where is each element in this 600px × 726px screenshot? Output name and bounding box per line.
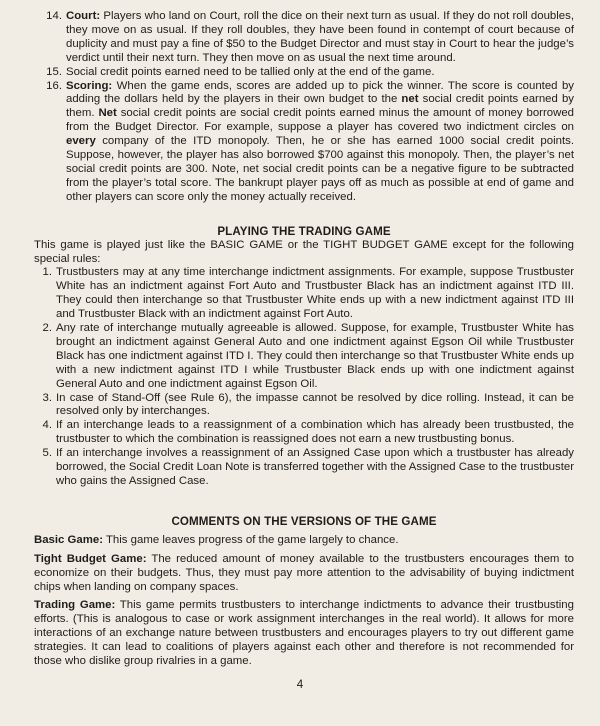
comment-text: The reduced amount of money available to the trustbusters encourages them to economize on their budgets. Thus, they must pay more attention to the advisability of buying indictment chips when landing on company spaces. [34, 552, 574, 593]
comment-term: Trading Game: [34, 599, 116, 612]
rule-number: 1. [42, 266, 52, 279]
rule-text: Social credit points earned need to be tallied only at the end of the game. [66, 65, 435, 78]
rule-16 [34, 80, 574, 205]
rule-text: If an interchange leads to a reassignment of a combination which has already been trustbusted, the trustbuster to which the combination is reassigned does not earn a new trustbusting bonus. [56, 419, 574, 446]
trading-game-section [34, 225, 574, 489]
rule-text-e: social credit points are social credit points earned minus the amount of money borrowed from the Budget Director. For example, suppose a player has covered two indictment circles on [66, 107, 574, 134]
rule-text-g: company of the ITD monopoly. Then, he or she has earned 1000 social credit points. Suppose, however, the player has also borrowed $700 against this monopoly. Then, the player’s net social credit points are 300. Note, net social credit points can be a negative figure to be subtracted from the player’s total score. The bankrupt player pays off as much as possible at end of game and other players can score only the money actually received. [66, 135, 574, 203]
trading-rule [34, 447, 574, 489]
rule-text: In case of Stand-Off (see Rule 6), the impasse cannot be resolved by dice rolling. Instead, it can be resolved only by interchanges. [56, 391, 574, 418]
comment-tight-budget [34, 553, 574, 595]
rule-emph-net: net [401, 93, 419, 106]
trading-rule [34, 266, 574, 322]
page-number: 4 [296, 678, 304, 691]
trading-rule [34, 322, 574, 392]
comment-trading [34, 599, 574, 669]
rule-number: 16. [46, 79, 62, 92]
comment-text: This game leaves progress of the game largely to chance. [103, 533, 399, 546]
comment-term: Tight Budget Game: [34, 552, 147, 565]
trading-rule [34, 419, 574, 447]
trading-rule [34, 392, 574, 420]
comment-basic [34, 534, 574, 548]
rule-number: 5. [42, 447, 52, 460]
rule-term: Court: [66, 10, 101, 22]
rule-14 [34, 10, 574, 66]
scoring-rules-list [34, 10, 574, 205]
trading-rules-list [34, 266, 574, 489]
rule-number: 4. [42, 419, 52, 432]
trading-intro: This game is played just like the BASIC GAME or the TIGHT BUDGET GAME except for the following special rules: [34, 238, 574, 265]
comment-term: Basic Game: [34, 533, 104, 546]
comments-heading: COMMENTS ON THE VERSIONS OF THE GAME [171, 514, 437, 528]
trading-heading: PLAYING THE TRADING GAME [217, 224, 391, 238]
rule-text-c: social credit points earned by them. [66, 93, 574, 120]
rule-text: Players who land on Court, roll the dice on their next turn as usual. If they do not roll doubles, they move on as usual. If they roll doubles, they have been found in contempt of court because of duplicity and must pay a fine of $50 to the Budget Director and must stay in Court to hear the judge’s verdict until their next turn. They then move on as usual the next time around. [66, 10, 574, 64]
rule-number: 2. [42, 322, 52, 335]
rule-15 [34, 66, 574, 80]
rule-term: Scoring: [66, 79, 113, 92]
comments-section [34, 515, 574, 669]
comment-text: This game permits trustbusters to interchange indictments to advance their trustbusting efforts. (This is analogous to case or work assignment interchanges in the real world). It allows for more interactions of an exchange nature between trustbusters and encourages players to try out different game strategies. It can lead to coalitions of players against each other and therefore is not recommended for those who dislike group rivalries in a game. [34, 599, 574, 668]
rule-emph-every: every [66, 135, 96, 148]
rule-text: Any rate of interchange mutually agreeable is allowed. Suppose, for example, Trustbuster White has brought an indictment against General Auto and one indictment against Egson Oil while Trustbuster Black has one indictment against ITD I. They could then interchange so that Trustbuster White ends up with a new indictment against ITD I while Trustbuster Black ends up with one indictment against General Auto and one indictment against Egson Oil. [56, 322, 574, 390]
rule-number: 3. [42, 391, 52, 404]
rule-text: Trustbusters may at any time interchange indictment assignments. For example, suppose Trustbuster White has an indictment against Fort Auto and Trustbuster Black has an indictment against ITD III. They could then interchange so that Trustbuster White ends up with a new indictment against ITD III and Trustbuster Black with an indictment against Fort Auto. [56, 266, 574, 321]
rule-number: 14. [46, 10, 62, 22]
rule-number: 15. [46, 65, 62, 78]
rule-text: If an interchange involves a reassignment of an Assigned Case upon which a trustbuster has already borrowed, the Social Credit Loan Note is transferred together with the Assigned Case to the trustbuster who gains the Assigned Case. [56, 447, 574, 487]
rule-text-a: When the game ends, scores are added up to pick the winner. The score is counted by adding the dollars held by the players in their own budget to the [66, 79, 574, 106]
rule-emph-net-cap: Net [98, 107, 117, 120]
